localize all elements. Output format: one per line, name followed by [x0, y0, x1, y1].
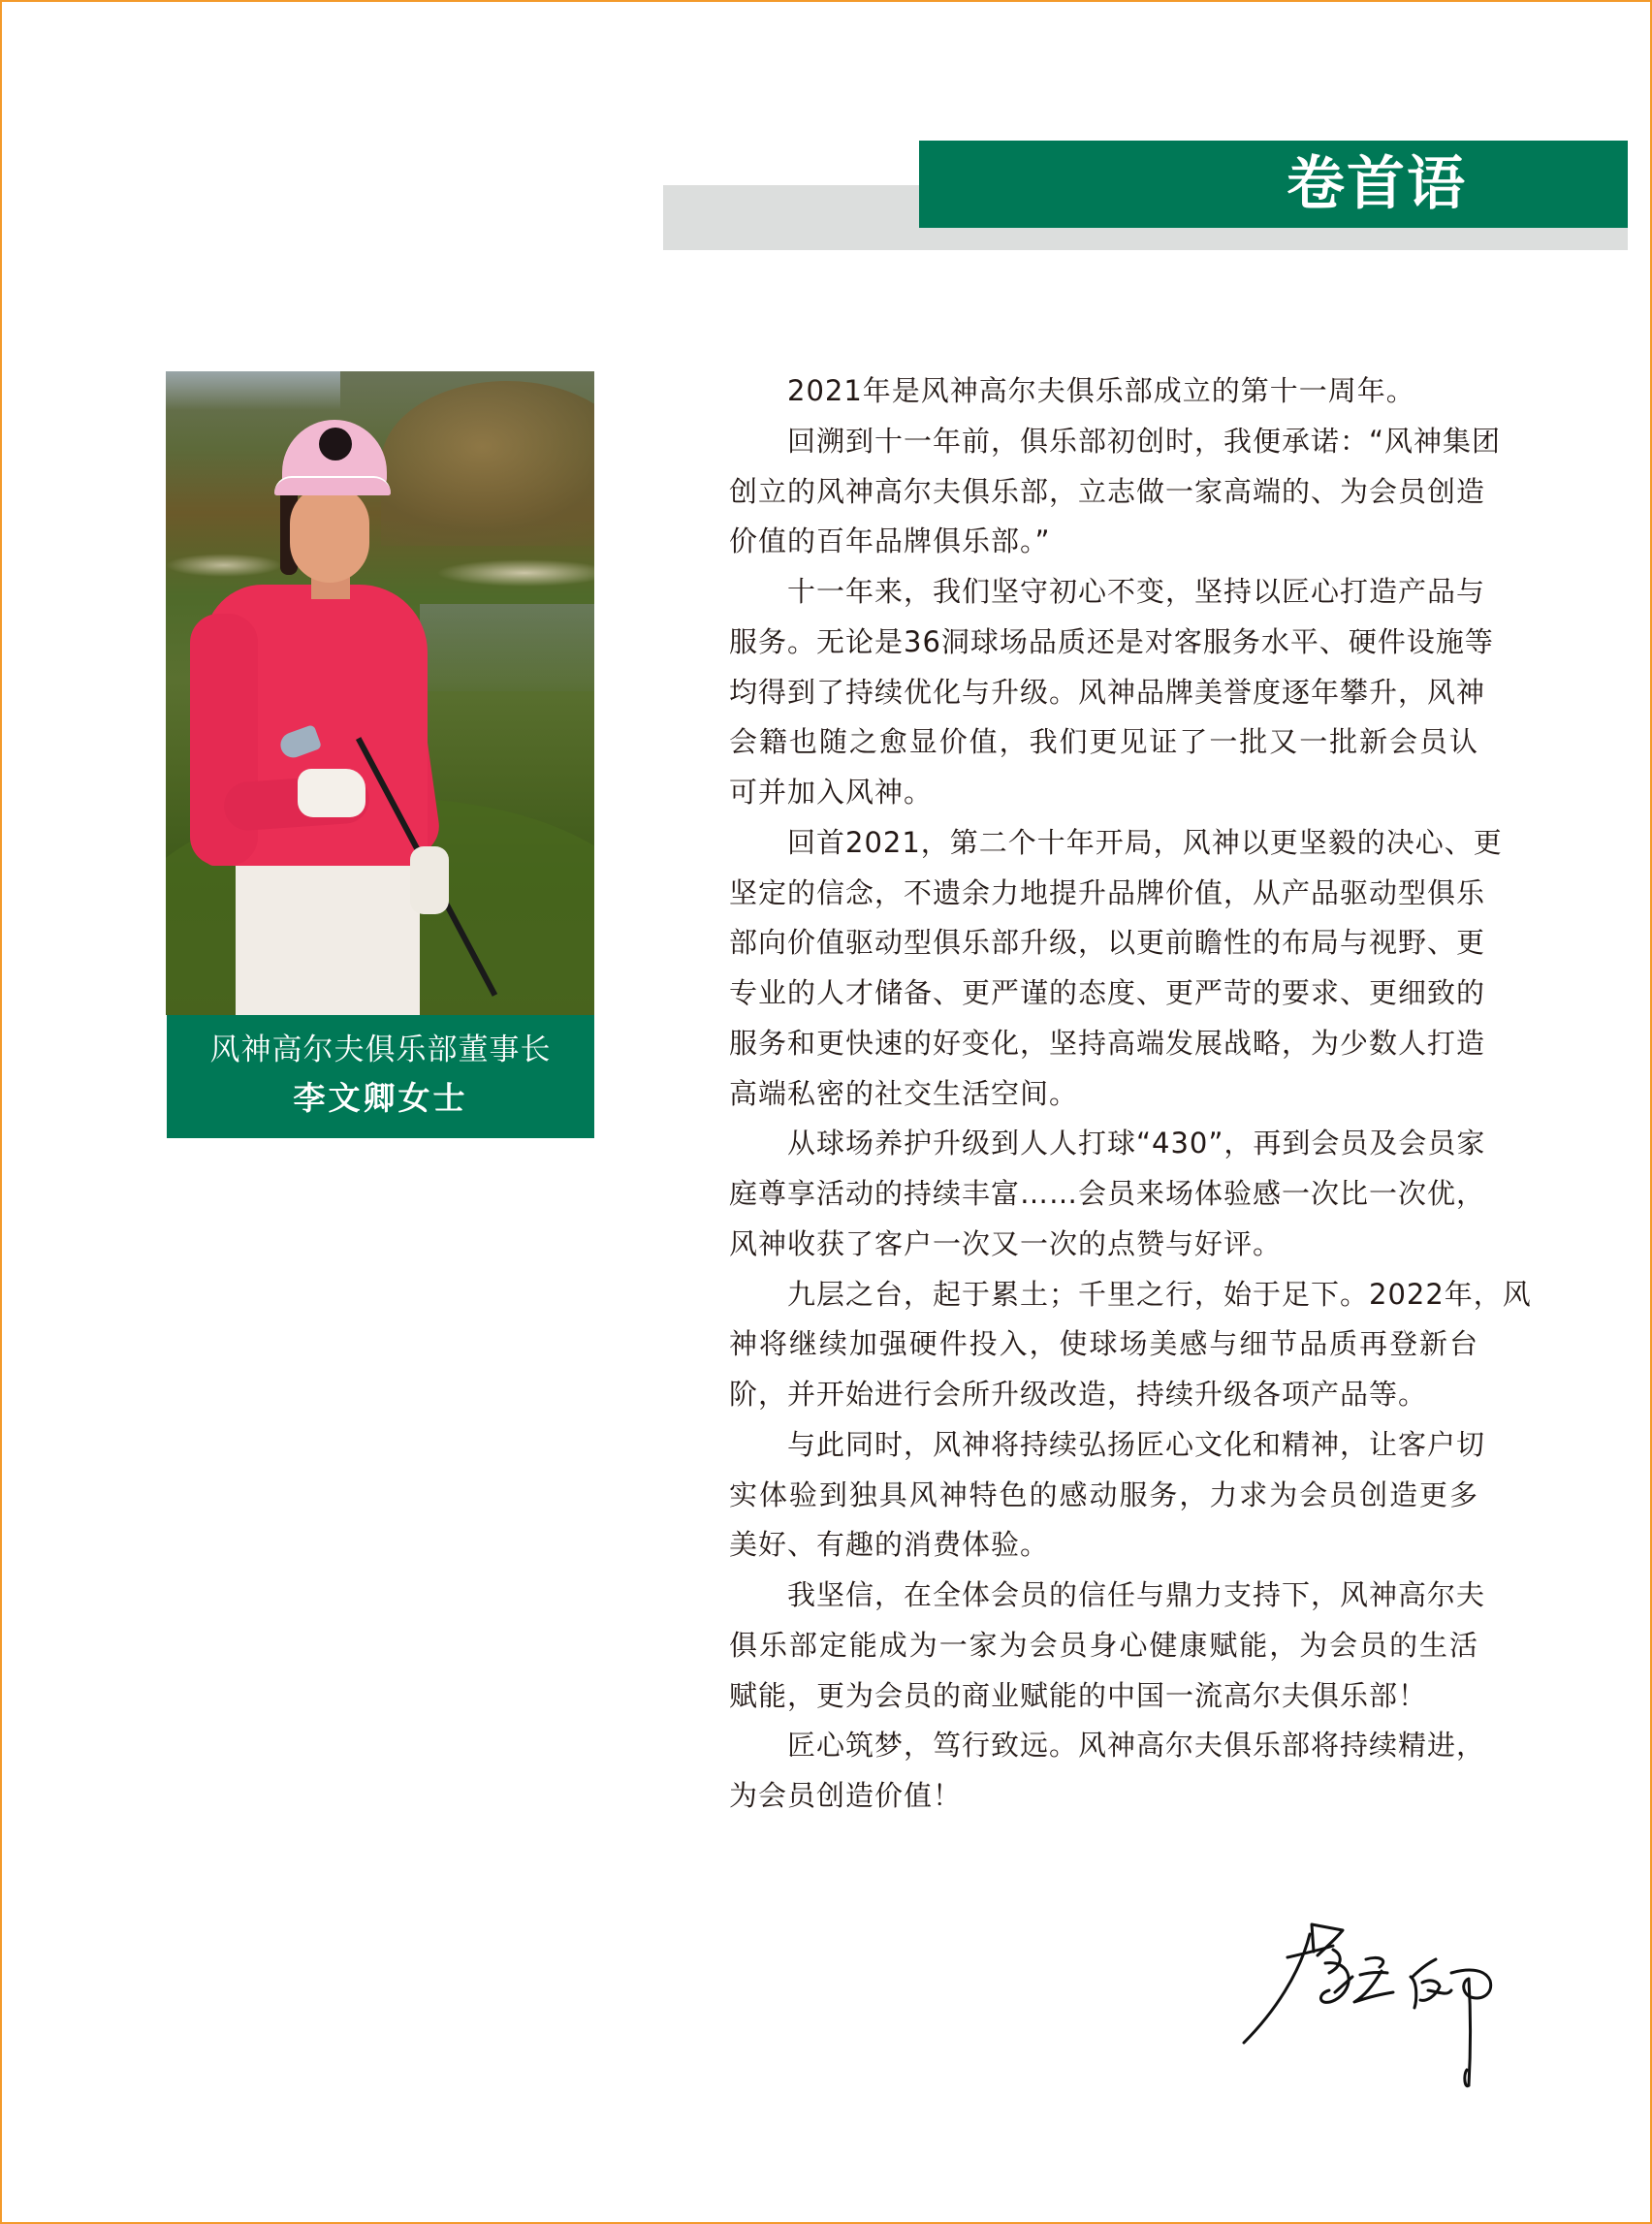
handwritten-signature-icon — [1236, 1895, 1498, 2089]
text-line: 为会员创造价值！ — [729, 1779, 963, 1812]
text-line: 服务和更快速的好变化，坚持高端发展战略，为少数人打造 — [729, 1026, 1486, 1060]
text-line: 均得到了持续优化与升级。风神品牌美誉度逐年攀升，风神 — [729, 675, 1486, 709]
paragraph — [729, 567, 1494, 818]
text-line: 部向价值驱动型俱乐部升级，以更前瞻性的布局与视野、更 — [729, 926, 1486, 960]
text-line: 专业的人才储备、更严谨的态度、更严苛的要求、更细致的 — [729, 976, 1486, 1009]
text-line: 赋能，更为会员的商业赋能的中国一流高尔夫俱乐部！ — [729, 1678, 1428, 1712]
text-line: 与此同时，风神将持续弘扬匠心文化和精神，让客户切 — [787, 1427, 1486, 1461]
foreword-body — [729, 366, 1532, 1822]
text-line: 价值的百年品牌俱乐部。” — [729, 524, 1051, 558]
golf-glove-right — [410, 846, 449, 914]
paragraph — [729, 417, 1502, 567]
text-line: 匠心筑梦，笃行致远。风神高尔夫俱乐部将持续精进， — [787, 1729, 1486, 1763]
text-line: 我坚信，在全体会员的信任与鼎力支持下，风神高尔夫 — [787, 1578, 1486, 1611]
cap-logo-icon — [319, 428, 352, 461]
text-line: 十一年来，我们坚守初心不变，坚持以匠心打造产品与 — [787, 575, 1486, 608]
text-line: 服务。无论是36洞球场品质还是对客服务水平、硬件设施等 — [729, 624, 1494, 658]
text-line: 回溯到十一年前，俱乐部初创时，我便承诺：“风神集团 — [787, 424, 1502, 458]
photo-pond — [420, 604, 594, 691]
photo-sky — [166, 371, 340, 410]
text-line: 高端私密的社交生活空间。 — [729, 1076, 1079, 1110]
caption-name: 李文卿女士 — [293, 1079, 468, 1117]
text-line: 实体验到独具风神特色的感动服务，力求为会员创造更多 — [729, 1477, 1478, 1511]
person-face — [290, 486, 369, 583]
page-title: 卷首语 — [1287, 150, 1467, 218]
portrait-caption — [167, 1015, 594, 1138]
text-line: 俱乐部定能成为一家为会员身心健康赋能，为会员的生活 — [729, 1628, 1478, 1662]
caption-role: 风神高尔夫俱乐部董事长 — [209, 1033, 552, 1067]
text-line: 九层之台，起于累土；千里之行，始于足下。2022年，风 — [787, 1277, 1532, 1311]
text-line: 庭尊享活动的持续丰富……会员来场体验感一次比一次优， — [729, 1177, 1486, 1210]
paragraph — [729, 1119, 1486, 1269]
paragraph — [729, 818, 1503, 1120]
paragraph — [729, 1420, 1486, 1571]
person-pants — [236, 856, 420, 1015]
portrait-photo — [166, 371, 594, 1015]
text-line: 美好、有趣的消费体验。 — [729, 1528, 1050, 1562]
paragraph — [729, 1571, 1486, 1721]
text-line: 可并加入风神。 — [729, 776, 934, 809]
signature-strokes — [1236, 1895, 1498, 2089]
photo-hill — [381, 381, 594, 546]
paragraph — [729, 1721, 1486, 1822]
paragraph — [729, 366, 1478, 417]
text-line: 创立的风神高尔夫俱乐部，立志做一家高端的、为会员创造 — [729, 474, 1486, 508]
text-line: 回首2021，第二个十年开局，风神以更坚毅的决心、更 — [787, 825, 1503, 859]
golf-glove-left — [298, 769, 365, 817]
text-line: 神将继续加强硬件投入，使球场美感与细节品质再登新台 — [729, 1327, 1478, 1361]
cap-brim — [274, 476, 391, 495]
text-line: 2021年是风神高尔夫俱乐部成立的第十一周年。 — [787, 374, 1415, 407]
text-line: 阶，并开始进行会所升级改造，持续升级各项产品等。 — [729, 1378, 1428, 1411]
text-line: 从球场养护升级到人人打球“430”，再到会员及会员家 — [787, 1127, 1486, 1160]
text-line: 坚定的信念，不遗余力地提升品牌价值，从产品驱动型俱乐 — [729, 875, 1486, 909]
paragraph — [729, 1270, 1532, 1420]
text-line: 风神收获了客户一次又一次的点赞与好评。 — [729, 1226, 1283, 1260]
text-line: 会籍也随之愈显价值，我们更见证了一批又一批新会员认 — [729, 725, 1478, 759]
